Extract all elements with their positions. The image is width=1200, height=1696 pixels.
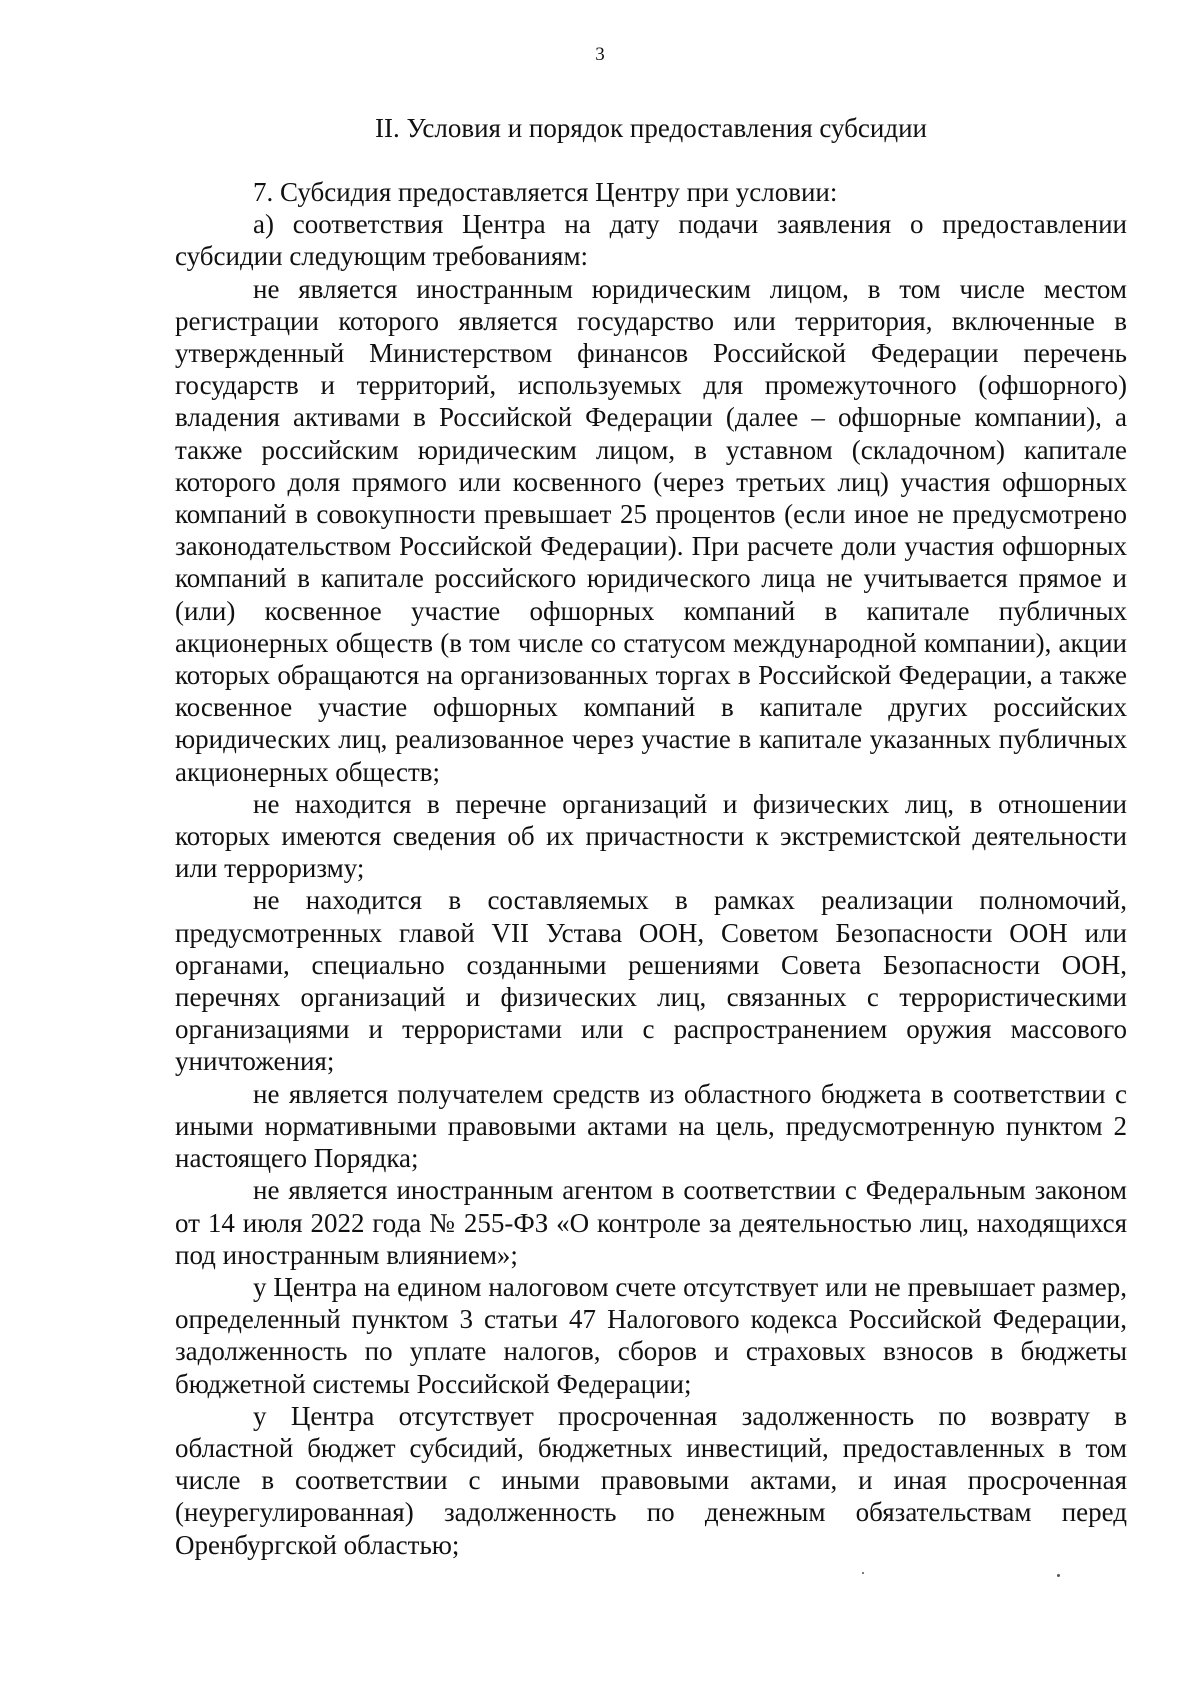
paragraph-requirements-a: а) соответствия Центра на дату подачи заявления о предоставлении субсидии следующим требованиям: <box>175 209 1127 272</box>
paragraph-not-foreign-agent: не является иностранным агентом в соответствии с Федеральным законом от 14 июля 2022 года № 255-ФЗ «О контроле за деятельностью лиц, находящихся под иностранным влиянием»; <box>175 1175 1127 1270</box>
paragraph-tax-debt: у Центра на едином налоговом счете отсутствует или не превышает размер, определенный пунктом 3 статьи 47 Налогового кодекса Российской Федерации, задолженность по уплате налогов, сборов и страховых взносов в бюджеты бюджетной системы Российской Федерации; <box>175 1271 1127 1399</box>
paragraph-not-foreign-entity: не является иностранным юридическим лицом, в том числе местом регистрации которого является государство или территория, включенные в утвержденный Министерством финансов Российской Федерации перечень государств и территорий, используемых для промежуточного (офшорного) владения активами в Российской Федерации (далее – офшорные компании), а также российским юридическим лицом, в уставном (складочном) капитале которого доля прямого или косвенного (через третьих лиц) участия офшорных компаний в совокупности превышает 25 процентов (если иное не предусмотрено законодательством Российской Федерации). При расчете доли участия офшорных компаний в капитале российского юридического лица не учитывается прямое и (или) косвенное участие офшорных компаний в капитале публичных акционерных обществ (в том числе со статусом международной компании), акции которых обращаются на организованных торгах в Российской Федерации, а также косвенное участие офшорных компаний в капитале других российских юридических лиц, реализованное через участие в капитале указанных публичных акционерных обществ; <box>175 273 1127 787</box>
paragraph-not-un-sanctions-list: не находится в составляемых в рамках реализации полномочий, предусмотренных главой VII Устава ООН, Советом Безопасности ООН или органами, специально созданными решениями Совета Безопасности ООН, перечнях организаций и физических лиц, связанных с террористическими организациями и террористами или с распространением оружия массового уничтожения; <box>175 885 1127 1077</box>
page-number: 3 <box>595 44 605 65</box>
paragraph-not-extremist-list: не находится в перечне организаций и физических лиц, в отношении которых имеются сведения об их причастности к экстремистской деятельности или терроризму; <box>175 788 1127 884</box>
paragraph-condition-intro: 7. Субсидия предоставляется Центру при условии: <box>253 177 838 207</box>
paragraph-overdue-debt: у Центра отсутствует просроченная задолженность по возврату в областной бюджет субсидий, бюджетных инвестиций, предоставленных в том числе в соответствии с иными правовыми актами, и иная просроченная (неурегулированная) задолженность по денежным обязательствам перед Оренбургской областью; <box>175 1400 1127 1560</box>
scan-artifact-dot <box>1057 1574 1060 1577</box>
document-body <box>175 176 1127 1561</box>
section-heading: II. Условия и порядок предоставления субсидии <box>375 113 927 143</box>
paragraph-not-budget-recipient: не является получателем средств из областного бюджета в соответствии с иными нормативными правовыми актами на цель, предусмотренную пунктом 2 настоящего Порядка; <box>175 1078 1127 1174</box>
scan-artifact-dot <box>862 1572 864 1574</box>
